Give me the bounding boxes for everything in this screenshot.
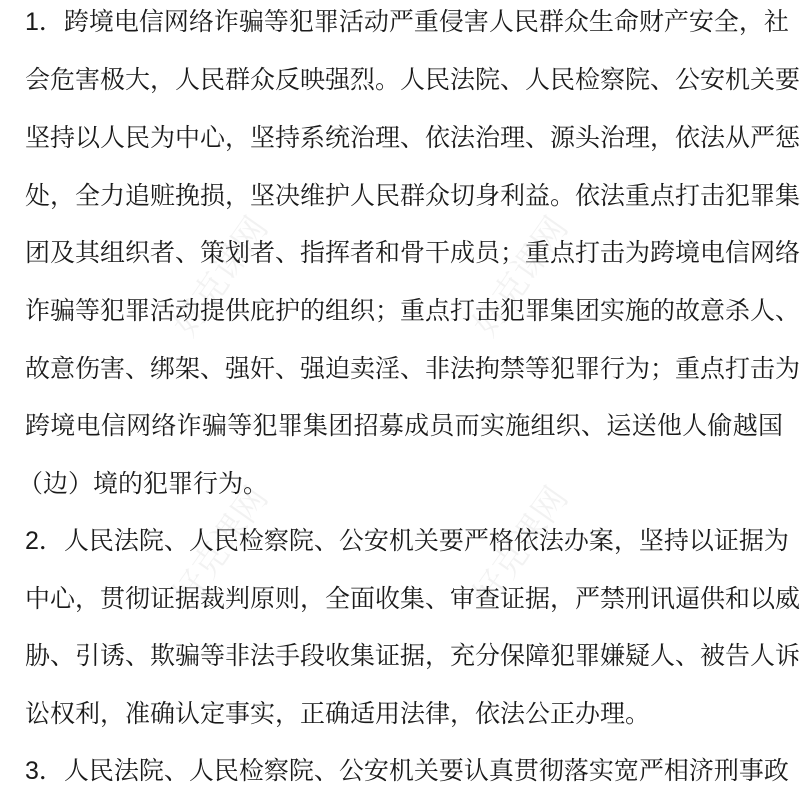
text-line: 诈骗等犯罪活动提供庇护的组织；重点打击犯罪集团实施的故意杀人、 [25,297,800,325]
text-line: 团及其组织者、策划者、指挥者和骨干成员；重点打击为跨境电信网络 [25,239,800,267]
text-line: 会危害极大，人民群众反映强烈。人民法院、人民检察院、公安机关要 [25,66,800,94]
text-line: 3．人民法院、人民检察院、公安机关要认真贯彻落实宽严相济刑事政 [25,757,789,785]
watermark-text: 好克课网 [166,479,276,614]
watermark-text: 好克课网 [466,479,576,614]
text-line: （边）境的犯罪行为。 [18,470,269,498]
text-line: 故意伤害、绑架、强奸、强迫卖淫、非法拘禁等犯罪行为；重点打击为 [25,355,800,383]
watermark-text: 好克课网 [166,209,276,344]
text-line: 中心，贯彻证据裁判原则，全面收集、审查证据，严禁刑讯逼供和以威 [25,585,800,613]
text-line: 处，全力追赃挽损，坚决维护人民群众切身利益。依法重点打击犯罪集 [25,182,800,210]
text-line: 2．人民法院、人民检察院、公安机关要严格依法办案，坚持以证据为 [25,527,789,555]
text-line: 1．跨境电信网络诈骗等犯罪活动严重侵害人民群众生命财产安全，社 [25,8,789,36]
text-line: 坚持以人民为中心，坚持系统治理、依法治理、源头治理，依法从严惩 [25,124,800,152]
watermark-text: 好克课网 [466,209,576,344]
text-line: 讼权利，准确认定事实，正确适用法律，依法公正办理。 [25,700,651,728]
text-line: 胁、引诱、欺骗等非法手段收集证据，充分保障犯罪嫌疑人、被告人诉 [25,642,800,670]
text-line: 跨境电信网络诈骗等犯罪集团招募成员而实施组织、运送他人偷越国 [25,412,783,440]
